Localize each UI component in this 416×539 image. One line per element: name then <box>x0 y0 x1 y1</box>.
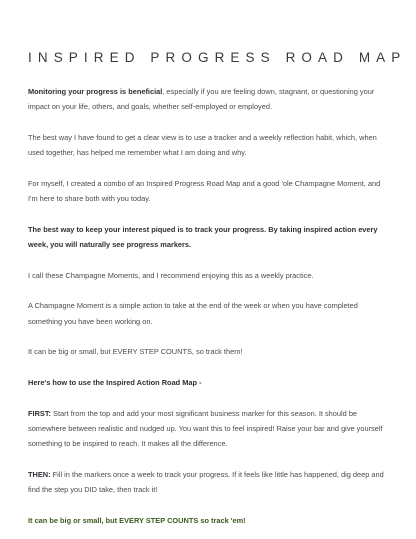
then-text: Fill in the markers once a week to track your progress. If it feels like little has happened, dig deep and find the step you DID take, then track it! <box>28 469 384 494</box>
paragraph-tracker: The best way I have found to get a clear view is to use a tracker and a weekly reflection habit, which, when used together, has helped me remember what I am doing and why. <box>28 132 377 158</box>
paragraph-interest <box>28 222 388 252</box>
paragraph-champagne-definition: A Champagne Moment is a simple action to take at the end of the week or when you have completed something you have been working on. <box>28 301 358 326</box>
page-title: INSPIRED PROGRESS ROAD MAP <box>28 50 407 65</box>
paragraph-every-step: It can be big or small, but EVERY STEP COUNTS, so track them! <box>28 347 243 357</box>
paragraph-intro <box>28 84 388 114</box>
how-to-heading: Here's how to use the Inspired Action Road Map - <box>28 377 202 387</box>
paragraph-then <box>28 467 388 497</box>
intro-bold-text: Monitoring your progress is beneficial <box>28 87 163 96</box>
first-label: FIRST: <box>28 408 51 418</box>
first-text: Start from the top and add your most significant business marker for this season. It should be somewhere between realistic and nudged up. You want this to feel inspired! Raise your bar and give yourself something to be inspired to reach. It makes all the difference. <box>28 408 383 449</box>
paragraph-how-to-heading <box>28 375 388 390</box>
paragraph-champagne-moments: I call these Champagne Moments, and I recommend enjoying this as a weekly practice. <box>28 270 314 280</box>
paragraph-first <box>28 406 388 452</box>
then-label: THEN: <box>28 469 51 479</box>
paragraph-closing: It can be big or small, but EVERY STEP COUNTS so track 'em! <box>28 515 246 525</box>
paragraph-combo: For myself, I created a combo of an Inspired Progress Road Map and a good 'ole Champagne Moment, and I'm here to share both with you today. <box>28 178 381 204</box>
intro-text: , especially if you are feeling down, stagnant, or questioning your impact on your life, others, and goals, whether self-employed or employed. <box>28 87 375 112</box>
interest-bold-text: The best way to keep your interest piqued is to track your progress. By taking inspired action every week, you will naturally see progress markers. <box>28 224 378 249</box>
